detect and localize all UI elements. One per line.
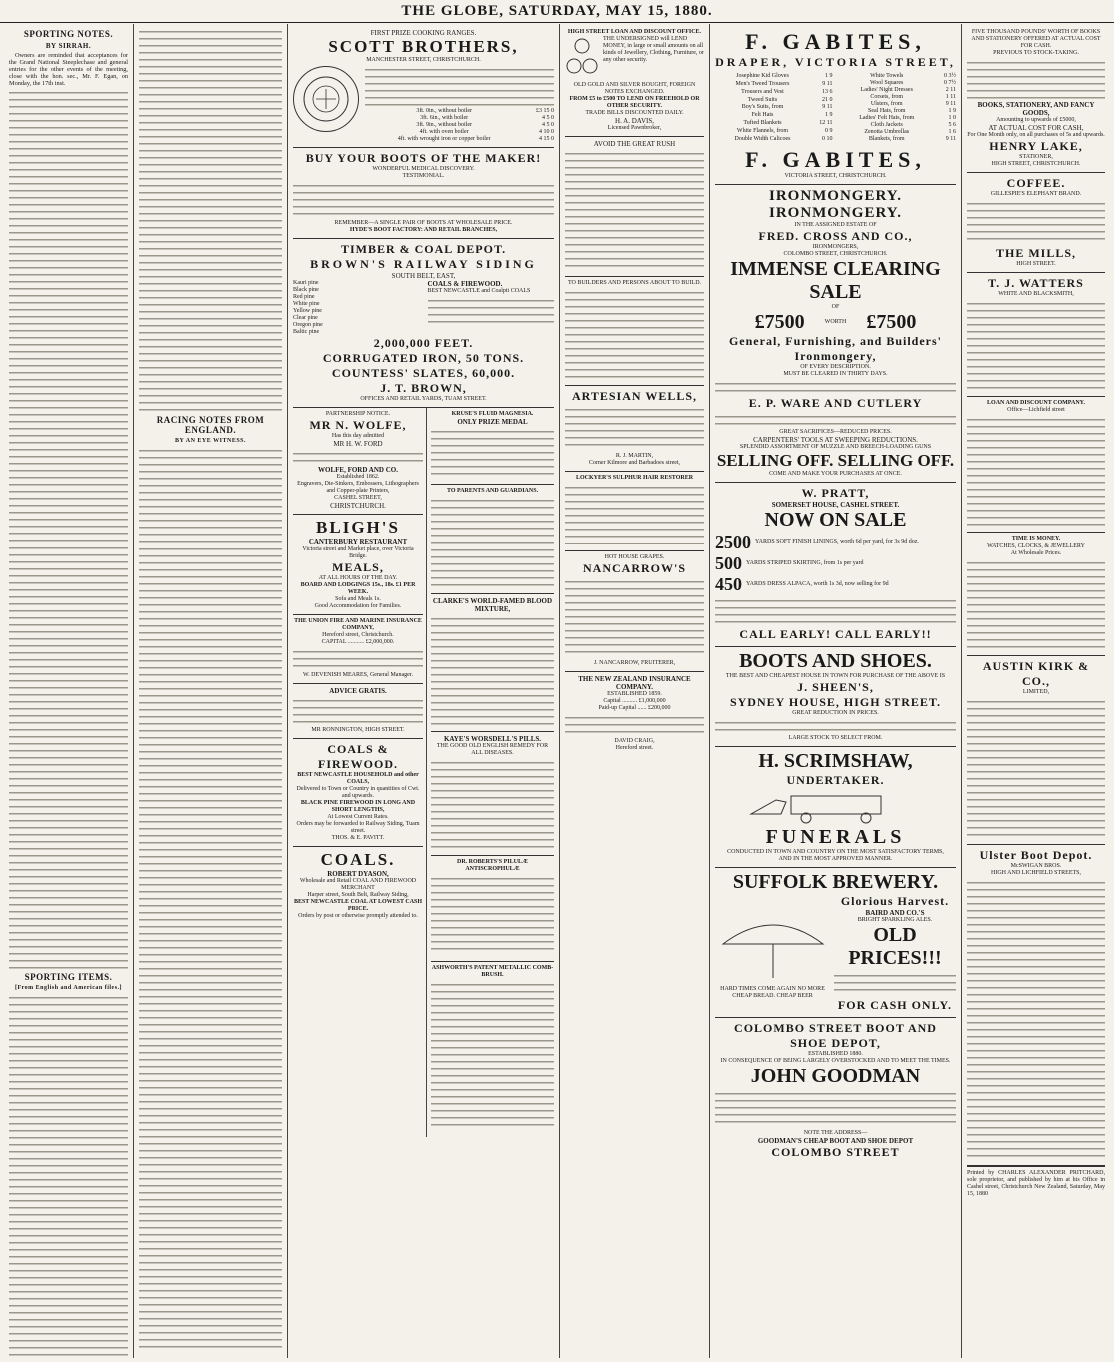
price-item: Ladies' Night Dresses (860, 87, 913, 93)
column-ads-d (962, 24, 1110, 1358)
lockyer-ad: LOCKYER'S SULPHUR HAIR RESTORER (565, 472, 704, 551)
column-sporting-notes (4, 24, 134, 1358)
price-row (839, 115, 957, 122)
scrimshaw-undertaker-ad: H. SCRIMSHAW, UNDERTAKER. FUNERALS CONDUCTED IN TOWN AND COUNTRY ON THE MOST SATISFACTORY TERMS, AND IN THE MOST APPROVED MANNER. (715, 747, 956, 868)
price-row (839, 136, 957, 143)
timber-item: Baltic pine (293, 329, 320, 335)
price-value: 9 11 (822, 81, 833, 88)
timber-list (293, 280, 420, 336)
watches-ad: TIME IS MONEY. WATCHES, CLOCKS, & JEWELLERY At Wholesale Prices. (967, 533, 1105, 656)
price-item: White Flannels, from (736, 127, 789, 134)
medal-emblem-icon (293, 66, 359, 132)
coffee-ad: COFFEE. GILLESPIE'S ELEPHANT BRAND. THE MILLS, HIGH STREET. (967, 173, 1105, 273)
price-value: 2 11 (945, 87, 956, 93)
sale-row (715, 574, 956, 595)
price-row (839, 87, 957, 94)
price-value: 1 9 (825, 73, 833, 80)
price-value: 0 3½ (944, 73, 956, 79)
parents-ad: TO PARENTS AND GUARDIANS. (431, 485, 554, 594)
timber-item: White pine (293, 301, 320, 307)
advice-ad: ADVICE GRATIS. MR RONNINGTON, HIGH STREET. (293, 684, 423, 739)
price-row (715, 127, 833, 135)
kaye-pills-ad: KAYE'S WORSDELL'S PILLS. THE GOOD OLD ENGLISH REMEDY FOR ALL DISEASES. (431, 732, 554, 856)
price-item: 4ft. with wrought iron or copper boiler (397, 136, 491, 142)
price-row (839, 73, 957, 80)
price-item: Men's Tweed Trousers (735, 81, 790, 88)
price-row (715, 89, 833, 97)
watters-smith-ad: T. J. WATTERS WHITE AND BLACKSMITH, (967, 273, 1105, 397)
price-row (839, 101, 957, 108)
price-row (839, 122, 957, 129)
price-value: 1 0 (948, 115, 956, 121)
dyason-coals-ad: COALS. ROBERT DYASON, Wholesale and Retail COAL AND FIREWOOD MERCHANT Harper street, South Belt, Railway Siding, BEST NEWCASTLE COAL AT LOWEST CASH PRICE. Orders by post or otherwise promptly attended to. (293, 850, 423, 919)
range-price-list (365, 108, 554, 143)
sale-desc: YARDS STRIPED SKIRTING, from 1s per yard (746, 560, 864, 566)
price-item: Cloth Jackets (870, 122, 903, 128)
timber-item: Clear pine (293, 315, 318, 321)
timber-depot-ad: TIMBER & COAL DEPOT. BROWN'S RAILWAY SIDING SOUTH BELT, EAST, Kauri pine Black pine Red pine White pine Yellow pine Clear pine Oregon pine Baltic pine COALS & FIREWOOD. BEST NEWCASTLE and Coalpit COALS 2,000,000 FEET. CORRUGATED IRON, 50 TONS. COUNTESS' SLATES, 60,000. J. T. BROWN, OFFICES AND RETAIL YARDS, TUAM STREET. (293, 239, 554, 408)
pawnbroker-ad: HIGH STREET LOAN AND DISCOUNT OFFICE. THE UNDERSIGNED will LEND MONEY, in large or small amounts on all kinds of Jewellery, Clothing, Furniture, or any other security. OLD GOLD AND SILVER BOUGHT, FOREIGN NOTES EXCHANGED. FROM £5 to £500 TO LEND ON FREEHOLD OR OTHER SECURITY. TRADE BILLS DISCOUNTED DAILY. H. A. DAVIS, Licensed Pawnbroker, (565, 26, 704, 137)
clarke-blood-ad: CLARKE'S WORLD-FAMED BLOOD MIXTURE, (431, 594, 554, 732)
price-item: Double Width Calicoes (734, 135, 791, 142)
draper-price-right (839, 73, 957, 143)
sporting-notes-title: SPORTING NOTES. (23, 29, 114, 39)
avoid-rush-ad: AVOID THE GREAT RUSH (565, 137, 704, 277)
column-racing (134, 24, 288, 1358)
price-value: 1 11 (945, 94, 956, 100)
sale-qty: 450 (715, 574, 742, 594)
price-value: 0 9 (825, 127, 833, 134)
sale-qty: 2500 (715, 532, 751, 552)
artesian-wells-ad: ARTESIAN WELLS, R. J. MARTIN, Corner Kilmore and Barbadoes street, (565, 386, 704, 472)
items-source: [From English and American files.] (14, 985, 123, 992)
hyde-boots-ad: BUY YOUR BOOTS OF THE MAKER! WONDERFUL MEDICAL DISCOVERY. TESTIMONIAL. REMEMBER—A SINGLE PAIR OF BOOTS AT WHOLESALE PRICE. HYDE'S BOOT FACTORY: AND RETAIL BRANCHES, (293, 148, 554, 239)
body-text (9, 89, 128, 969)
price-value: 13 6 (822, 88, 833, 95)
timber-item: Yellow pine (293, 308, 322, 314)
ulster-boot-ad: Ulster Boot Depot. McSWIGAN BROS. HIGH AND LICHFIELD STREETS, (967, 845, 1105, 1166)
loan-company-ad: LOAN AND DISCOUNT COMPANY. Office—Lichfield street (967, 397, 1105, 533)
lake-stationery-ad: FIVE THOUSAND POUNDS' WORTH OF BOOKS AND STATIONERY OFFERED AT ACTUAL COST FOR CASH. PREVIOUS TO STOCK-TAKING. BOOKS, STATIONERY, AND FANCY GOODS, Amounting to upwards of £5000, AT ACTUAL COST FOR CASH, For One Month only, on all purchases of 5s and upwards. HENRY LAKE, STATIONER, HIGH STREET, CHRISTCHURCH. (967, 26, 1105, 173)
price-item: White Towels (870, 73, 904, 79)
partnership-ad: PARTNERSHIP NOTICE. MR N. WOLFE, Has this day admitted MR H. W. FORD WOLFE, FORD AND CO. Established 1862. Engravers, Die-Sinkers, Embossers, Lithographers and Copper-plate Printers, CASHEL STREET, CHRISTCHURCH. (293, 408, 423, 515)
price-value: 9 11 (945, 101, 956, 107)
price-item: Corsets, from (870, 94, 904, 100)
price-row (715, 112, 833, 120)
hearse-icon (731, 790, 941, 824)
items-body (9, 994, 128, 1358)
timber-item: Kauri pine (293, 280, 319, 286)
price-row (715, 135, 833, 143)
sheen-boots-ad: BOOTS AND SHOES. THE BEST AND CHEAPEST HOUSE IN TOWN FOR PURCHASE OF THE ABOVE IS J. SHEEN'S, SYDNEY HOUSE, HIGH STREET. GREAT REDUCTION IN PRICES. LARGE STOCK TO SELECT FROM. (715, 647, 956, 747)
printer-imprint: Printed by CHARLES ALEXANDER PRITCHARD, sole proprietor, and published by him at his Office in Cashel street, Christchurch New Zealand, Saturday, May 15, 1880 (967, 1166, 1105, 1198)
price-value: 5 6 (948, 122, 956, 128)
price-value: £3 15 0 (536, 108, 554, 114)
timber-item: Black pine (293, 287, 319, 293)
pavitt-coals-ad: COALS & FIREWOOD. BEST NEWCASTLE HOUSEHOLD and other COALS, Delivered to Town or Country in quantities of Cwt. and upwards. BLACK PINE FIREWOOD IN LONG AND SHORT LENGTHS, At Lowest Current Rates. Orders may be forwarded to Railway Siding, Tuam street. THOS. & E. PAVITT. (293, 739, 423, 847)
grapes-ad: HOT HOUSE GRAPES. NANCARROW'S J. NANCARROW, FRUITERER, (565, 551, 704, 672)
price-item: Wool Squares (870, 80, 904, 86)
roberts-pills-ad: DR. ROBERTS'S PILULÆ ANTISCROPHULÆ (431, 856, 554, 962)
price-value: 0 10 (822, 135, 833, 142)
price-item: 3ft. 9in., without boiler (416, 122, 472, 128)
gabites-draper-ad: F. GABITES, DRAPER, VICTORIA STREET, Josephine Kid Gloves 1 9 Men's Tweed Trousers 9 11 Trousers and Vest 13 6 Tweed Suits 21 0 Boy's Suits, from 9 11 Felt Hats 1 9 Tufted Blankets 12 11 White Flannels, from 0 9 Double Width Calicoes 0 10 White Towels 0 3½ Wool Squares 0 7½ Ladies' Night Dresses 2 11 Corsets, from 1 11 Ulsters, from 9 11 Seal Hats, from 1 9 Ladies' Felt Hats, from 1 0 Cloth Jackets 5 6 Zenotta Umbrellas 1 6 Blankets, from 9 11 F. GABITES, VICTORIA STREET, CHRISTCHURCH. (715, 26, 956, 185)
columns (4, 24, 1110, 1358)
timber-item: Red pine (293, 294, 315, 300)
price-item: Tweed Suits (747, 96, 778, 103)
sale-qty: 500 (715, 553, 742, 573)
racing-body (139, 447, 282, 1352)
scott-brothers-ad: FIRST PRIZE COOKING RANGES. SCOTT BROTHERS, MANCHESTER STREET, CHRISTCHURCH. 3ft. 0in., without boiler £3 15 0 3ft. 6in., with boiler 4 5 0 3ft. 9in., without boiler 4 5 0 4ft. with oven boiler 4 10 0 4ft. with wrought iron or copper boiler 4 15 0 (293, 26, 554, 148)
price-item: 4ft. with oven boiler (419, 129, 469, 135)
price-row (839, 129, 957, 136)
price-item: Blankets, from (868, 136, 905, 142)
cross-ironmongery-ad: IRONMONGERY. IRONMONGERY. IN THE ASSIGNED ESTATE OF FRED. CROSS AND CO., IRONMONGERS, COLOMBO STREET, CHRISTCHURCH. IMMENSE CLEARING SALE OF £7500 WORTH £7500 General, Furnishing, and Builders' Ironmongery, OF EVERY DESCRIPTION. MUST BE CLEARED IN THIRTY DAYS. E. P. WARE AND CUTLERY GREAT SACRIFICES—REDUCED PRICES. CARPENTERS' TOOLS AT SWEEPING REDUCTIONS. SPLENDID ASSORTMENT OF MUZZLE AND BREECH-LOADING GUNS SELLING OFF. SELLING OFF. COME AND MAKE YOUR PURCHASES AT ONCE. (715, 185, 956, 483)
sale-desc: YARDS DRESS ALPACA, worth 1s 3d, now selling for 9d (746, 581, 889, 587)
intro-paragraph: Owners are reminded that acceptances for the Grand National Steeplechase and general entries for the other events of the meeting, close with the hon. sec., Mr. F. Egan, on Monday, the 17th inst. (9, 52, 128, 88)
price-row (839, 80, 957, 87)
price-item: Tufted Blankets (743, 119, 782, 126)
price-row (715, 81, 833, 89)
price-value: 21 0 (822, 96, 833, 103)
sale-row (715, 553, 956, 574)
austin-kirk-ad: AUSTIN KIRK & CO., LIMITED, (967, 656, 1105, 845)
sporting-items-title: SPORTING ITEMS. (24, 972, 113, 983)
price-item: Josephine Kid Gloves (736, 73, 789, 80)
scott-name: SCOTT BROTHERS, (328, 37, 519, 56)
price-item: Felt Hats (751, 112, 774, 119)
price-value: 12 11 (819, 119, 833, 126)
column-ads-c (710, 24, 962, 1358)
price-value: 4 5 0 (542, 122, 554, 128)
price-row (839, 94, 957, 101)
price-value: 9 11 (822, 104, 833, 111)
price-value: 1 6 (948, 129, 956, 135)
price-value: 4 15 0 (539, 136, 554, 142)
continued-text (139, 28, 282, 412)
goodman-depot-ad: COLOMBO STREET BOOT AND SHOE DEPOT, ESTABLISHED 1880. IN CONSEQUENCE OF BEING LARGELY OVERSTOCKED AND TO MEET THE TIMES. JOHN GOODMAN NOTE THE ADDRESS— GOODMAN'S CHEAP BOOT AND SHOE DEPOT COLOMBO STREET (715, 1018, 956, 1164)
sale-row (715, 532, 956, 553)
nz-insurance-ad: THE NEW ZEALAND INSURANCE COMPANY. ESTABLISHED 1859. Capital .......... £1,000,000 Paid-up Capital ...... £200,000 DAVID CRAIG, Hereford street. (565, 672, 704, 756)
price-item: Ladies' Felt Hats, from (859, 115, 915, 121)
racing-byline: BY AN EYE WITNESS. (174, 438, 247, 444)
sale-desc: YARDS SOFT FINISH LININGS, worth 6d per yard, for 3s 9d doz. (755, 539, 919, 545)
price-value: 0 7½ (944, 80, 956, 86)
price-row (715, 120, 833, 128)
draper-price-left (715, 73, 833, 143)
price-value: 4 10 0 (539, 129, 554, 135)
byline: BY SIRRAH. (45, 42, 92, 50)
price-value: 1 9 (825, 112, 833, 119)
timber-item: Oregon pine (293, 322, 323, 328)
column-ads-a (288, 24, 560, 1358)
racing-title: RACING NOTES FROM ENGLAND. (156, 415, 265, 435)
ashworth-brush-ad: ASHWORTH'S PATENT METALLIC COMB-BRUSH. (431, 962, 554, 1137)
column-ads-b (560, 24, 710, 1358)
price-row (365, 136, 554, 143)
sale-rows (715, 532, 956, 595)
kruse-magnesia-ad: KRUSE'S FLUID MAGNESIA. ONLY PRIZE MEDAL (431, 408, 554, 485)
price-row (365, 115, 554, 122)
price-value: 4 5 0 (542, 115, 554, 121)
price-value: 9 11 (945, 136, 956, 142)
price-row (365, 129, 554, 136)
price-item: Trousers and Vest (741, 88, 784, 95)
pawn-balls-icon (565, 36, 599, 82)
price-item: Boy's Suits, from (741, 104, 784, 111)
union-insurance-ad: THE UNION FIRE AND MARINE INSURANCE COMPANY, Hereford street, Christchurch. CAPITAL ........... £2,000,000. W. DEVENISH MEARES, General Manager. (293, 615, 423, 684)
price-row (715, 73, 833, 81)
bligh-restaurant-ad: BLIGH'S CANTERBURY RESTAURANT Victoria street and Market place, over Victoria Bridge. MEALS, AT ALL HOURS OF THE DAY. BOARD AND LODGINGS 15s., 18s. £1 PER WEEK. Sofa and Meals 1s. Good Accommodation for Families. (293, 515, 423, 615)
price-item: Seal Hats, from (867, 108, 906, 114)
builders-ad: TO BUILDERS AND PERSONS ABOUT TO BUILD. (565, 277, 704, 386)
price-item: 3ft. 0in., without boiler (416, 108, 472, 114)
price-row (365, 122, 554, 129)
umbrella-icon (718, 912, 828, 982)
price-row (715, 104, 833, 112)
price-item: Ulsters, from (870, 101, 903, 107)
price-row (365, 108, 554, 115)
price-value: 1 9 (948, 108, 956, 114)
suffolk-brewery-ad: SUFFOLK BREWERY. HARD TIMES COME AGAIN NO MORE CHEAP BREAD. CHEAP BEER Glorious Harvest. BAIRD AND CO.'S BRIGHT SPARKLING ALES. OLD PRICES!!! FOR CASH ONLY. (715, 868, 956, 1018)
price-item: 3ft. 6in., with boiler (420, 115, 469, 121)
pratt-sale-ad: W. PRATT, SOMERSET HOUSE, CASHEL STREET. NOW ON SALE 2500 YARDS SOFT FINISH LININGS, worth 6d per yard, for 3s 9d doz. 500 YARDS STRIPED SKIRTING, from 1s per yard 450 YARDS DRESS ALPACA, worth 1s 3d, now selling for 9d CALL EARLY! CALL EARLY!! (715, 483, 956, 647)
price-item: Zenotta Umbrellas (864, 129, 910, 135)
masthead: THE GLOBE, SATURDAY, MAY 15, 1880. (0, 0, 1114, 23)
price-row (715, 96, 833, 104)
price-row (839, 108, 957, 115)
